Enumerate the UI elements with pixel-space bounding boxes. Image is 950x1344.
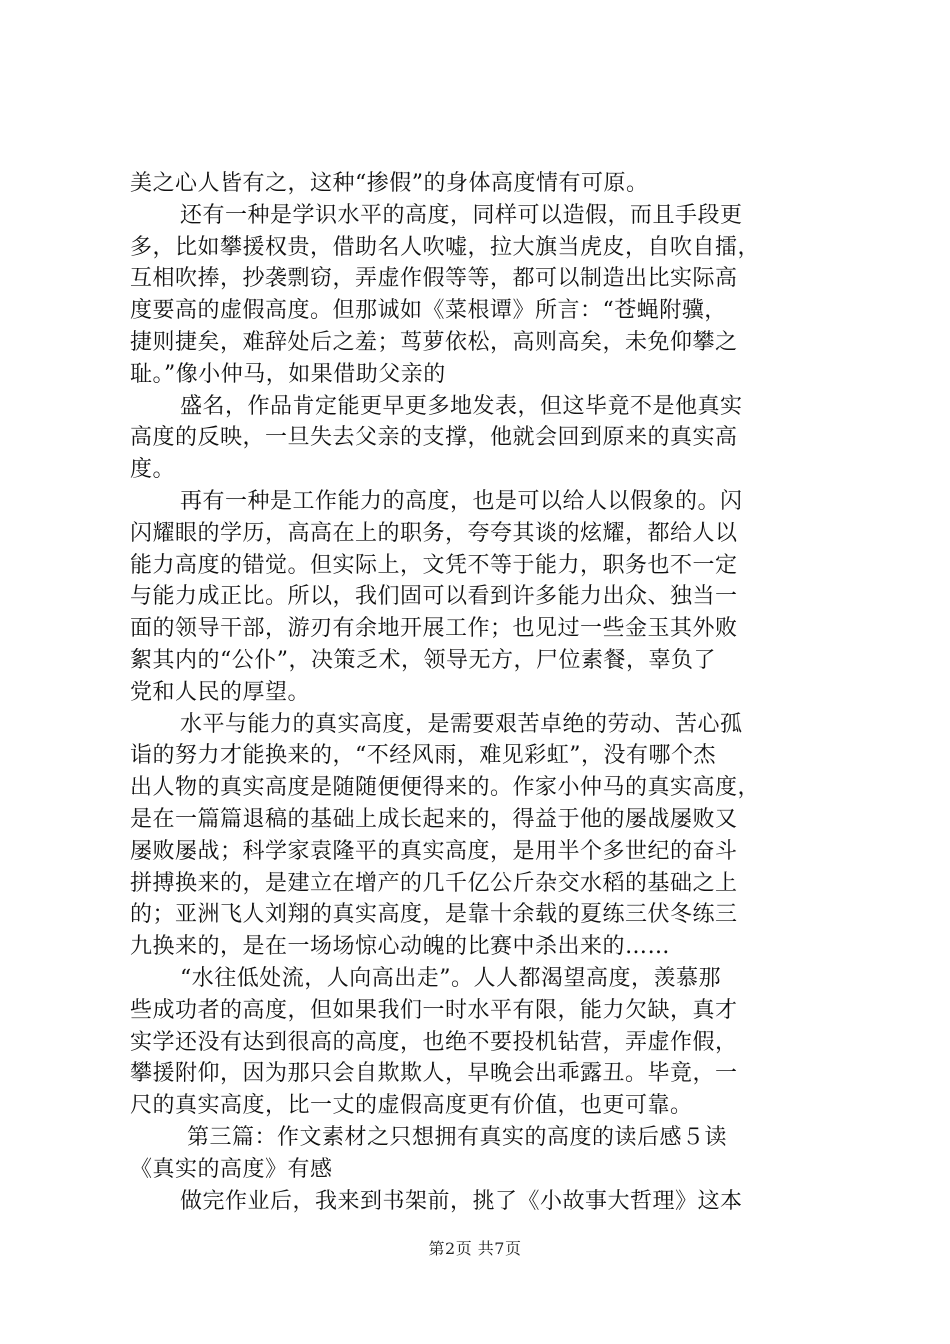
text-line: 出人物的真实高度是随随便便得来的。作家小仲马的真实高度， bbox=[130, 775, 761, 801]
body-text bbox=[130, 168, 830, 1217]
text-line: “水往低处流，人向高出走”。人人都渴望高度，羡慕那 bbox=[180, 965, 721, 991]
text-line: 九换来的，是在一场场惊心动魄的比赛中杀出来的…… bbox=[130, 934, 671, 960]
text-line: 耻。”像小仲马，如果借助父亲的 bbox=[130, 361, 446, 387]
text-line: 实学还没有达到很高的高度，也绝不要投机钻营，弄虚作假， bbox=[130, 1029, 738, 1055]
text-line: 再有一种是工作能力的高度，也是可以给人以假象的。闪 bbox=[180, 488, 743, 514]
text-line: 拼搏换来的，是建立在增产的几千亿公斤杂交水稻的基础之上 bbox=[130, 870, 738, 896]
text-line: 攀援附仰，因为那只会自欺欺人，早晚会出乖露丑。毕竟，一 bbox=[130, 1061, 738, 1087]
text-line: 絮其内的“公仆”，决策乏术，领导无方，尸位素餐，辜负了 bbox=[130, 647, 716, 673]
text-line: 的；亚洲飞人刘翔的真实高度，是靠十余载的夏练三伏冬练三 bbox=[130, 902, 738, 928]
text-line: 盛名，作品肯定能更早更多地发表，但这毕竟不是他真实 bbox=[180, 393, 743, 419]
text-line: 还有一种是学识水平的高度，同样可以造假，而且手段更 bbox=[180, 202, 743, 228]
text-line: 互相吹捧，抄袭剽窃，弄虚作假等等，都可以制造出比实际高 bbox=[130, 266, 738, 292]
text-line: 做完作业后，我来到书架前，挑了《小故事大哲理》这本 bbox=[180, 1188, 743, 1214]
text-line: 《真实的高度》有感 bbox=[130, 1156, 333, 1182]
text-line: 屡败屡战；科学家袁隆平的真实高度，是用半个多世纪的奋斗 bbox=[130, 838, 738, 864]
text-line: 美之心人皆有之，这种“掺假”的身体高度情有可原。 bbox=[130, 171, 649, 196]
text-line: 诣的努力才能换来的，“不经风雨，难见彩虹”，没有哪个杰 bbox=[130, 743, 716, 769]
text-line: 面的领导干部，游刃有余地开展工作；也见过一些金玉其外败 bbox=[130, 616, 738, 642]
text-line: 能力高度的错觉。但实际上，文凭不等于能力，职务也不一定 bbox=[130, 552, 738, 578]
text-line: 多，比如攀援权贵，借助名人吹嘘，拉大旗当虎皮，自吹自擂， bbox=[130, 234, 761, 260]
text-line: 水平与能力的真实高度，是需要艰苦卓绝的劳动、苦心孤 bbox=[180, 711, 743, 737]
text-line: 第三篇：作文素材之只想拥有真实的高度的读后感５读 bbox=[187, 1124, 728, 1150]
text-line: 些成功者的高度，但如果我们一时水平有限，能力欠缺，真才 bbox=[130, 997, 738, 1023]
text-line: 度要高的虚假高度。但那诚如《菜根谭》所言：“苍蝇附骥， bbox=[130, 298, 727, 324]
text-line: 是在一篇篇退稿的基础上成长起来的，得益于他的屡战屡败又 bbox=[130, 806, 738, 832]
text-line: 与能力成正比。所以，我们固可以看到许多能力出众、独当一 bbox=[130, 584, 738, 610]
text-line: 党和人民的厚望。 bbox=[130, 679, 311, 705]
text-line: 尺的真实高度，比一丈的虚假高度更有价值，也更可靠。 bbox=[130, 1093, 693, 1119]
text-line: 捷则捷矣，难辞处后之羞；茑萝依松，高则高矣，未免仰攀之 bbox=[130, 329, 738, 355]
text-line: 闪耀眼的学历，高高在上的职务，夸夸其谈的炫耀，都给人以 bbox=[130, 520, 738, 546]
page-footer: 第2页 共7页 bbox=[428, 1239, 522, 1258]
text-line: 高度的反映，一旦失去父亲的支撑，他就会回到原来的真实高 bbox=[130, 425, 738, 451]
text-line: 度。 bbox=[130, 457, 176, 483]
